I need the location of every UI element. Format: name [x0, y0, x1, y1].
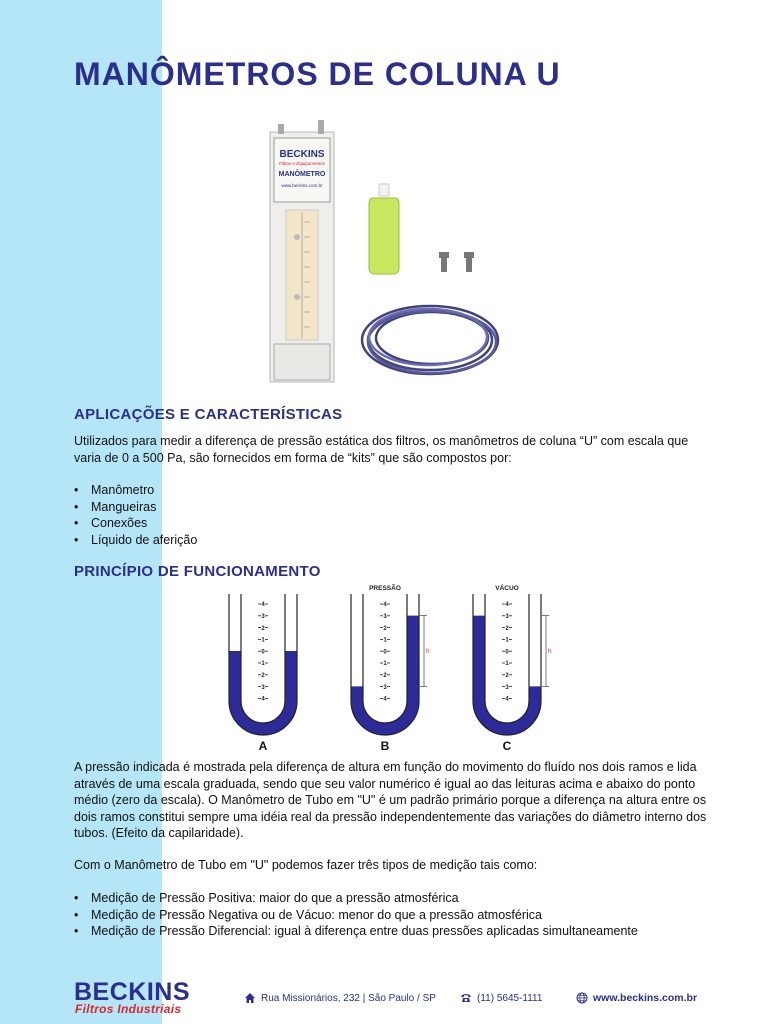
- phone-text: (11) 5645-1111: [477, 992, 543, 1004]
- list-item: • Conexões: [74, 515, 197, 532]
- scale-label: 4: [505, 696, 509, 703]
- scale-label: 2: [505, 625, 509, 632]
- scale-label: 1: [383, 661, 387, 668]
- footer-phone: [460, 992, 542, 1004]
- principle-paragraph-1: A pressão indicada é mostrada pela diferença de altura em função do movimento do fluído nos dois ramos e lida através de uma escala graduada, sendo que seu valor numérico é igual ao das leituras acima e abaixo do ponto médio (zero da escala). O Manômetro de Tubo em "U" é um padrão primário porque a diferença na altura entre os dois ramos constitui sempre uma idéia real da pressão independentemente das variações do diâmetro interno dos tubos. (Efeito da capilaridade).: [74, 760, 707, 840]
- list-item: • Medição de Pressão Positiva: maior do que a pressão atmosférica: [74, 890, 638, 907]
- product-brand: BECKINS: [279, 149, 325, 160]
- diagram-letter: A: [258, 739, 268, 753]
- scale-label: 0: [261, 649, 265, 656]
- footer-brand: BECKINS: [74, 978, 191, 1006]
- scale-label: 2: [383, 673, 387, 679]
- scale-label: 2: [383, 625, 387, 632]
- h-label: h: [426, 648, 430, 655]
- scale-label: 1: [505, 661, 509, 668]
- scale-label: 0: [505, 649, 509, 656]
- diagram-letter: C: [502, 739, 512, 753]
- page-title: MANÔMETROS DE COLUNA U: [74, 56, 561, 92]
- scale-label: 1: [383, 637, 387, 644]
- scale-label: 4: [505, 602, 509, 609]
- measurement-types-list: [74, 890, 638, 940]
- home-icon: [244, 992, 256, 1004]
- applications-list: [74, 482, 197, 548]
- product-website: www.beckins.com.br: [281, 183, 323, 188]
- globe-icon: [576, 992, 588, 1004]
- scale-label: 3: [383, 614, 387, 620]
- list-item: • Medição de Pressão Negativa ou de Vácuo: menor do que a pressão atmosférica: [74, 907, 638, 924]
- scale-label: 4: [261, 602, 265, 609]
- scale-label: 2: [261, 673, 265, 679]
- list-item: • Manômetro: [74, 482, 197, 499]
- footer-website[interactable]: [576, 992, 697, 1004]
- h-label: h: [548, 648, 552, 655]
- scale-label: 3: [383, 684, 387, 691]
- connectors: [439, 252, 474, 272]
- scale-label: 0: [383, 649, 387, 656]
- website-text: www.beckins.com.br: [593, 992, 698, 1004]
- bottle-cap: [379, 184, 389, 196]
- scale-label: 3: [261, 614, 265, 620]
- scale-label: 2: [261, 625, 265, 632]
- scale-label: 1: [261, 637, 265, 644]
- scale-label: 4: [261, 696, 265, 703]
- diagram-letter: B: [380, 739, 390, 753]
- diagram-top-label: PRESSÃO: [369, 585, 401, 592]
- scale-label: 4: [383, 696, 387, 703]
- calibration-liquid-bottle: [369, 198, 399, 274]
- u-tube-diagrams: [215, 583, 555, 753]
- applications-heading: APLICAÇÕES E CARACTERÍSTICAS: [74, 406, 343, 423]
- principle-paragraph-2: Com o Manômetro de Tubo em "U" podemos fazer três tipos de medição tais como:: [74, 858, 538, 872]
- product-label: MANÔMETRO: [278, 171, 326, 178]
- product-brand-sub: Filtros e Equipamentos: [278, 161, 326, 166]
- list-item: • Mangueiras: [74, 499, 197, 516]
- diagram-top-label: VÁCUO: [495, 585, 519, 592]
- scale-label: 3: [505, 614, 509, 620]
- list-item: • Medição de Pressão Diferencial: igual à diferença entre duas pressões aplicadas simultaneamente: [74, 923, 638, 940]
- principle-heading: PRINCÍPIO DE FUNCIONAMENTO: [74, 563, 321, 580]
- list-item: • Líquido de aferição: [74, 532, 197, 549]
- scale-label: 4: [383, 602, 387, 609]
- scale-label: 1: [505, 637, 509, 644]
- applications-paragraph: Utilizados para medir a diferença de pressão estática dos filtros, os manômetros de coluna “U” com escala que varia de 0 a 500 Pa, são fornecidos em forma de “kits” que são compostos por:: [74, 434, 689, 465]
- scale-label: 2: [505, 673, 509, 679]
- scale-label: 1: [261, 661, 265, 668]
- address-text: Rua Missionários, 232 | São Paulo / SP: [261, 992, 436, 1004]
- scale-label: 3: [261, 684, 265, 691]
- product-kit-illustration: [260, 112, 510, 387]
- footer-brand-sub: Filtros Industriais: [75, 1002, 182, 1016]
- hose-coil: [362, 306, 498, 374]
- footer-address: [244, 992, 436, 1004]
- scale-label: 3: [505, 684, 509, 691]
- phone-icon: [460, 992, 472, 1004]
